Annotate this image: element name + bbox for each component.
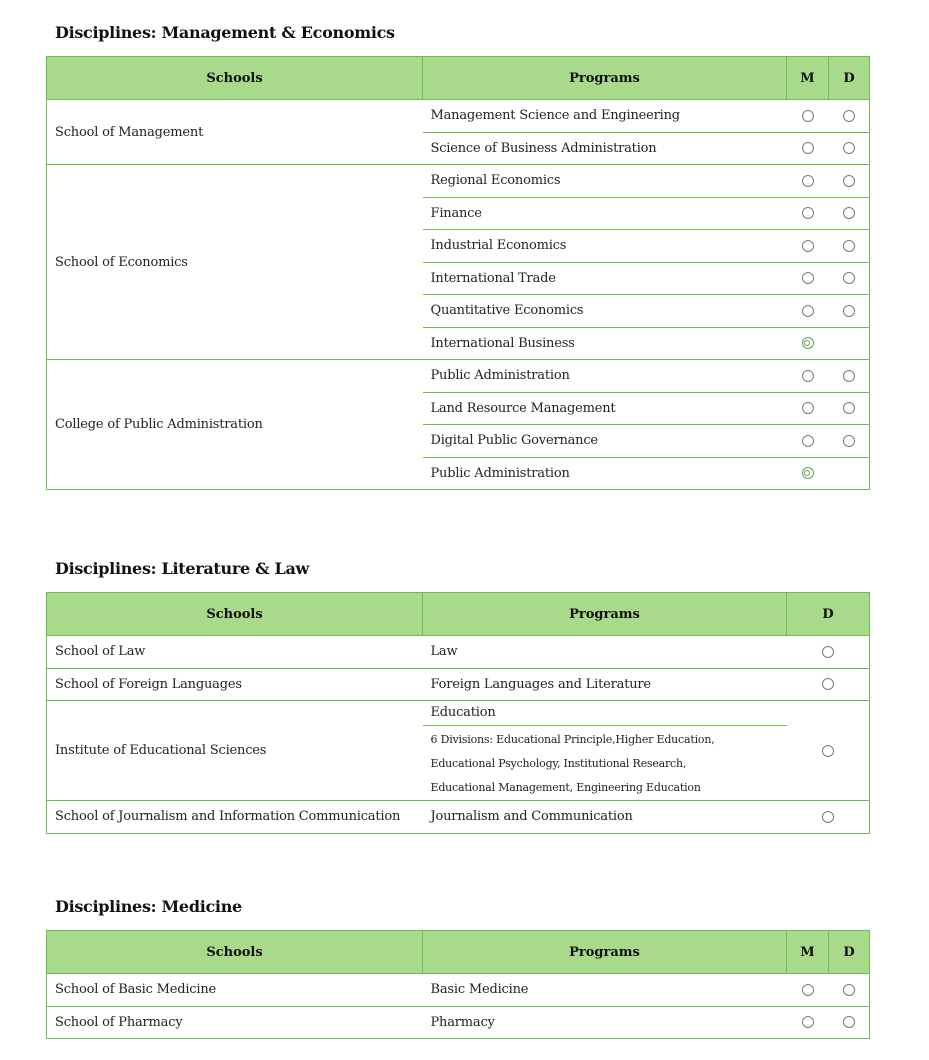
doctoral-radio[interactable] — [822, 811, 834, 823]
doctoral-radio[interactable] — [822, 745, 834, 757]
doctoral-cell — [829, 132, 870, 165]
division-line: Educational Management, Engineering Education — [430, 781, 701, 794]
doctoral-radio[interactable] — [843, 272, 855, 284]
school-name: School of Management — [47, 100, 423, 165]
table-header-row — [47, 57, 870, 100]
table-header-row — [47, 593, 870, 636]
doctoral-radio[interactable] — [843, 175, 855, 187]
masters-radio[interactable] — [802, 435, 814, 447]
masters-radio[interactable] — [802, 207, 814, 219]
masters-cell — [787, 360, 829, 393]
masters-cell — [787, 295, 829, 328]
program-name: Science of Business Administration — [423, 132, 787, 165]
masters-selected-radio[interactable] — [802, 337, 814, 349]
program-name: Management Science and Engineering — [423, 100, 787, 133]
masters-radio[interactable] — [802, 1016, 814, 1028]
program-divisions — [423, 726, 787, 800]
division-line: 6 Divisions: Educational Principle,Higher Education, — [430, 733, 715, 746]
doctoral-cell — [829, 295, 870, 328]
doctoral-radio[interactable] — [843, 240, 855, 252]
school-name: School of Pharmacy — [47, 1006, 423, 1039]
program-name: Public Administration — [423, 360, 787, 393]
doctoral-cell — [829, 457, 870, 490]
doctoral-cell — [829, 327, 870, 360]
program-name: Land Resource Management — [423, 392, 787, 425]
section-title: Disciplines: Medicine — [55, 897, 242, 916]
program-cell — [423, 701, 787, 801]
table-row — [47, 100, 870, 133]
masters-radio[interactable] — [802, 402, 814, 414]
masters-radio[interactable] — [802, 272, 814, 284]
doctoral-cell — [829, 392, 870, 425]
program-name: Finance — [423, 197, 787, 230]
masters-radio[interactable] — [802, 984, 814, 996]
masters-radio[interactable] — [802, 175, 814, 187]
table-header-row — [47, 931, 870, 974]
doctoral-radio[interactable] — [822, 678, 834, 690]
masters-radio[interactable] — [802, 305, 814, 317]
masters-cell — [787, 1006, 829, 1039]
doctoral-cell — [829, 262, 870, 295]
masters-header: M — [787, 931, 829, 974]
school-name: School of Journalism and Information Communication — [47, 801, 423, 834]
doctoral-cell — [829, 1006, 870, 1039]
program-name: International Business — [423, 327, 787, 360]
program-name: Foreign Languages and Literature — [423, 668, 787, 701]
program-name: Law — [423, 636, 787, 669]
doctoral-header: D — [829, 931, 870, 974]
section-title: Disciplines: Literature & Law — [55, 559, 310, 578]
masters-header: M — [787, 57, 829, 100]
doctoral-radio[interactable] — [843, 110, 855, 122]
doctoral-radio[interactable] — [843, 305, 855, 317]
doctoral-cell — [829, 360, 870, 393]
school-name: College of Public Administration — [47, 360, 423, 490]
table-row — [47, 1006, 870, 1039]
programs-header: Programs — [423, 593, 787, 636]
programs-header: Programs — [423, 57, 787, 100]
division-line: Educational Psychology, Institutional Research, — [430, 757, 687, 770]
doctoral-cell — [787, 701, 870, 801]
masters-cell — [787, 425, 829, 458]
table-row — [47, 636, 870, 669]
masters-selected-radio[interactable] — [802, 467, 814, 479]
table-row — [47, 165, 870, 198]
programs-table — [46, 930, 870, 1039]
doctoral-radio[interactable] — [843, 142, 855, 154]
masters-cell — [787, 100, 829, 133]
programs-table — [46, 592, 870, 834]
school-name: Institute of Educational Sciences — [47, 701, 423, 801]
masters-cell — [787, 132, 829, 165]
masters-cell — [787, 197, 829, 230]
masters-radio[interactable] — [802, 370, 814, 382]
doctoral-cell — [829, 974, 870, 1007]
table-row — [47, 701, 870, 801]
masters-cell — [787, 974, 829, 1007]
school-name: School of Economics — [47, 165, 423, 360]
school-name: School of Law — [47, 636, 423, 669]
doctoral-header: D — [787, 593, 870, 636]
doctoral-cell — [829, 100, 870, 133]
masters-radio[interactable] — [802, 110, 814, 122]
schools-header: Schools — [47, 931, 423, 974]
program-name: Industrial Economics — [423, 230, 787, 263]
masters-cell — [787, 457, 829, 490]
table-row — [47, 668, 870, 701]
table-row — [47, 801, 870, 834]
table-row — [47, 974, 870, 1007]
doctoral-cell — [787, 668, 870, 701]
masters-radio[interactable] — [802, 240, 814, 252]
school-name: School of Basic Medicine — [47, 974, 423, 1007]
program-name: Journalism and Communication — [423, 801, 787, 834]
doctoral-radio[interactable] — [843, 402, 855, 414]
masters-cell — [787, 230, 829, 263]
masters-radio[interactable] — [802, 142, 814, 154]
programs-header: Programs — [423, 931, 787, 974]
school-name: School of Foreign Languages — [47, 668, 423, 701]
program-name: International Trade — [423, 262, 787, 295]
section-title: Disciplines: Management & Economics — [55, 23, 395, 42]
masters-cell — [787, 392, 829, 425]
masters-cell — [787, 262, 829, 295]
doctoral-cell — [829, 425, 870, 458]
doctoral-cell — [829, 165, 870, 198]
doctoral-cell — [787, 636, 870, 669]
doctoral-radio[interactable] — [843, 984, 855, 996]
schools-header: Schools — [47, 593, 423, 636]
program-name: Education — [423, 701, 787, 726]
doctoral-cell — [829, 230, 870, 263]
schools-header: Schools — [47, 57, 423, 100]
program-name: Regional Economics — [423, 165, 787, 198]
program-name: Pharmacy — [423, 1006, 787, 1039]
table-row — [47, 360, 870, 393]
masters-cell — [787, 165, 829, 198]
programs-table — [46, 56, 870, 490]
doctoral-header: D — [829, 57, 870, 100]
doctoral-radio[interactable] — [843, 1016, 855, 1028]
program-name: Quantitative Economics — [423, 295, 787, 328]
doctoral-cell — [787, 801, 870, 834]
doctoral-radio[interactable] — [843, 435, 855, 447]
doctoral-cell — [829, 197, 870, 230]
program-name: Basic Medicine — [423, 974, 787, 1007]
doctoral-radio[interactable] — [843, 207, 855, 219]
program-name: Public Administration — [423, 457, 787, 490]
doctoral-radio[interactable] — [822, 646, 834, 658]
doctoral-radio[interactable] — [843, 370, 855, 382]
masters-cell — [787, 327, 829, 360]
program-name: Digital Public Governance — [423, 425, 787, 458]
